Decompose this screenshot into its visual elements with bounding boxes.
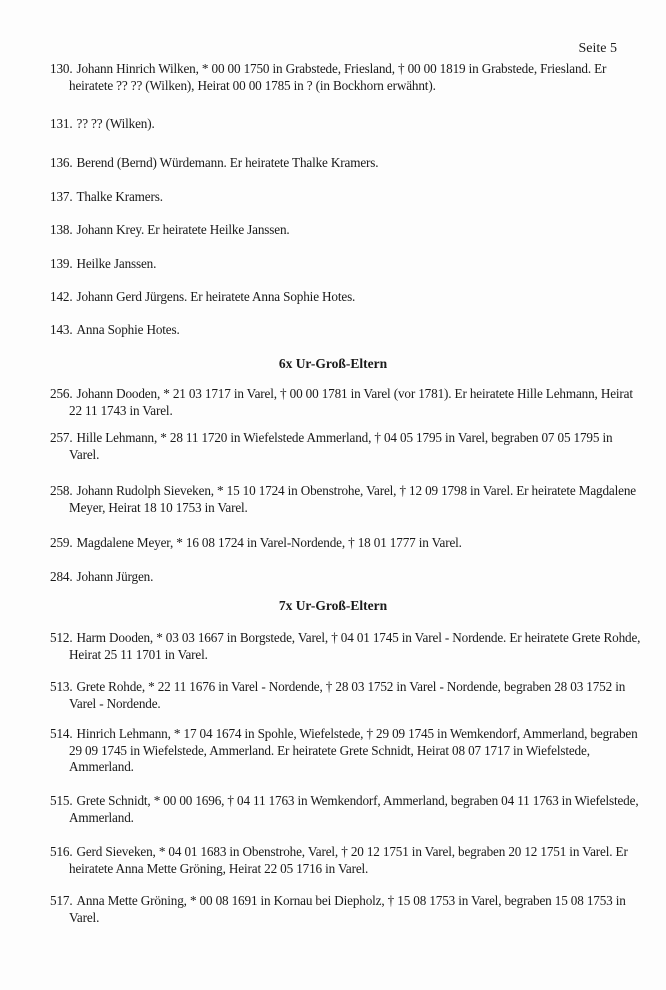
entry-number: 258. (50, 483, 73, 498)
genealogy-entry (50, 535, 641, 552)
entry-text: Hille Lehmann, * 28 11 1720 in Wiefelstede Ammerland, † 04 05 1795 in Varel, begraben 07 05 1795 in Varel. (69, 430, 613, 462)
entry-number: 136. (50, 155, 73, 170)
page-number: Seite 5 (578, 41, 617, 56)
genealogy-entry (50, 569, 641, 586)
entry-text: Berend (Bernd) Würdemann. Er heiratete Thalke Kramers. (76, 155, 379, 170)
genealogy-entry (50, 61, 641, 94)
entry-number: 139. (50, 256, 73, 271)
genealogy-entry (50, 679, 641, 712)
entry-number: 137. (50, 189, 73, 204)
entry-number: 130. (50, 61, 73, 76)
entry-number: 514. (50, 726, 73, 741)
entry-number: 138. (50, 222, 73, 237)
entry-text: ?? ?? (Wilken). (76, 116, 155, 131)
entry-text: Grete Schnidt, * 00 00 1696, † 04 11 1763 in Wemkendorf, Ammerland, begraben 04 11 1763 in Wiefelstede, Ammerland. (69, 793, 639, 825)
entry-text: Hinrich Lehmann, * 17 04 1674 in Spohle, Wiefelstede, † 29 09 1745 in Wemkendorf, Ammerland, begraben 29 09 1745 in Wiefelstede, Ammerland. Er heiratete Grete Schnidt, Heirat 08 07 1717 in Wiefelstede, Ammerland. (69, 726, 638, 775)
genealogy-entry (50, 116, 641, 133)
entry-text: Johann Hinrich Wilken, * 00 00 1750 in Grabstede, Friesland, † 00 00 1819 in Grabstede, Friesland. Er heiratete ?? ?? (Wilken), Heirat 00 00 1785 in ? (in Bockhorn erwähnt). (69, 61, 607, 93)
genealogy-entry (50, 844, 641, 877)
genealogy-entry (50, 483, 641, 516)
entry-text: Magdalene Meyer, * 16 08 1724 in Varel-Nordende, † 18 01 1777 in Varel. (76, 535, 462, 550)
entry-text: Grete Rohde, * 22 11 1676 in Varel - Nordende, † 28 03 1752 in Varel - Nordende, begraben 28 03 1752 in Varel - Nordende. (69, 679, 626, 711)
entry-text: Johann Krey. Er heiratete Heilke Janssen. (76, 222, 290, 237)
genealogy-entry (50, 256, 641, 273)
genealogy-entry (50, 322, 641, 339)
entry-number: 516. (50, 844, 73, 859)
genealogy-entry (50, 189, 641, 206)
entry-number: 284. (50, 569, 73, 584)
entry-text: Anna Sophie Hotes. (76, 322, 180, 337)
entry-number: 131. (50, 116, 73, 131)
entry-text: Anna Mette Gröning, * 00 08 1691 in Kornau bei Diepholz, † 15 08 1753 in Varel, begraben 15 08 1753 in Varel. (69, 893, 626, 925)
entry-number: 513. (50, 679, 73, 694)
entry-text: Johann Dooden, * 21 03 1717 in Varel, † 00 00 1781 in Varel (vor 1781). Er heiratete Hille Lehmann, Heirat 22 11 1743 in Varel. (69, 386, 633, 418)
genealogy-entry (50, 726, 641, 776)
entry-text: Johann Jürgen. (76, 569, 154, 584)
entry-number: 142. (50, 289, 73, 304)
entry-text: Johann Rudolph Sieveken, * 15 10 1724 in Obenstrohe, Varel, † 12 09 1798 in Varel. Er heiratete Magdalene Meyer, Heirat 18 10 1753 in Varel. (69, 483, 636, 515)
genealogy-entry (50, 222, 641, 239)
entry-number: 257. (50, 430, 73, 445)
entry-number: 512. (50, 630, 73, 645)
entry-text: Gerd Sieveken, * 04 01 1683 in Obenstrohe, Varel, † 20 12 1751 in Varel, begraben 20 12 1751 in Varel. Er heiratete Anna Mette Gröning, Heirat 22 05 1716 in Varel. (69, 844, 628, 876)
entry-text: Johann Gerd Jürgens. Er heiratete Anna Sophie Hotes. (76, 289, 356, 304)
entry-number: 515. (50, 793, 73, 808)
genealogy-entry (50, 430, 641, 463)
genealogy-entry (50, 386, 641, 419)
entry-number: 517. (50, 893, 73, 908)
section-heading: 6x Ur-Groß-Eltern (278, 356, 388, 371)
section-heading: 7x Ur-Groß-Eltern (278, 598, 388, 613)
genealogy-entry (50, 793, 641, 826)
entry-text: Heilke Janssen. (76, 256, 157, 271)
entry-text: Thalke Kramers. (76, 189, 163, 204)
entry-number: 143. (50, 322, 73, 337)
entry-number: 259. (50, 535, 73, 550)
genealogy-entry (50, 893, 641, 926)
entry-text: Harm Dooden, * 03 03 1667 in Borgstede, Varel, † 04 01 1745 in Varel - Nordende. Er heiratete Grete Rohde, Heirat 25 11 1701 in Varel. (69, 630, 641, 662)
genealogy-entry (50, 155, 641, 172)
entry-number: 256. (50, 386, 73, 401)
genealogy-entry (50, 289, 641, 306)
genealogy-entry (50, 630, 641, 663)
